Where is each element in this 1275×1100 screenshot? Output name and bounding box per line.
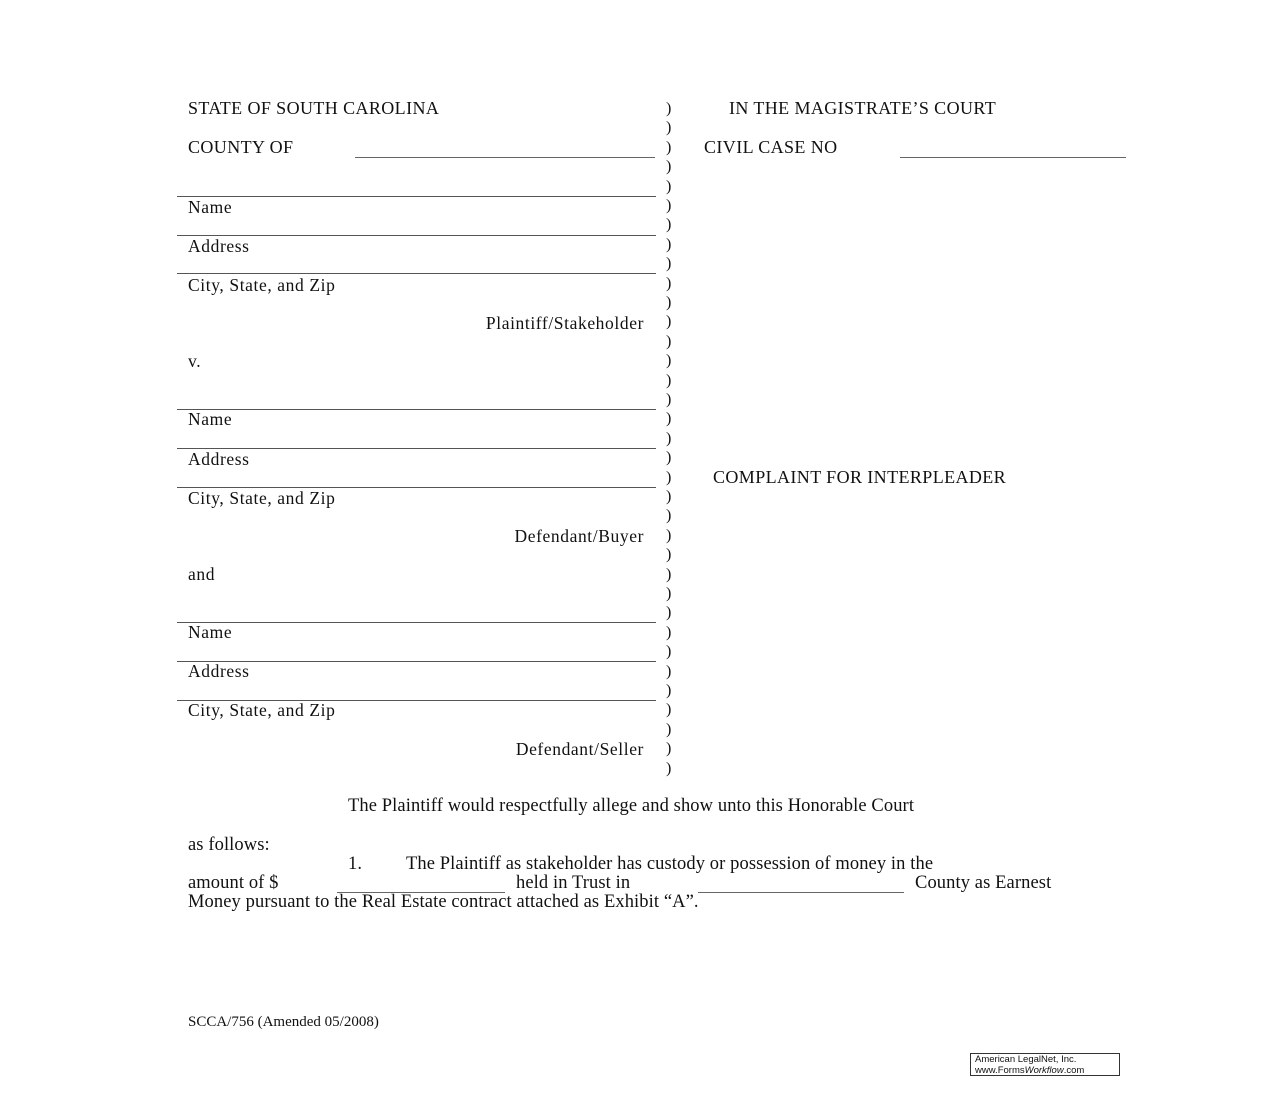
bracket-glyph: ) — [666, 100, 672, 117]
seller-city-label: City, State, and Zip — [188, 700, 336, 720]
amount-label: amount of $ — [188, 873, 279, 893]
bracket-glyph: ) — [666, 255, 672, 273]
bracket-glyph: ) — [666, 643, 672, 661]
document-title: COMPLAINT FOR INTERPLEADER — [713, 467, 1007, 487]
trust-county-field[interactable] — [698, 892, 904, 893]
buyer-role-label: Defendant/Buyer — [514, 526, 644, 546]
vendor-stamp — [970, 1053, 1120, 1076]
buyer-name-label: Name — [188, 409, 233, 429]
paragraph-1-line-1: The Plaintiff as stakeholder has custody or possession of money in the — [406, 854, 934, 874]
bracket-glyph: ) — [666, 274, 672, 292]
vendor-url: www.FormsWorkflow.com — [975, 1064, 1085, 1076]
bracket-glyph: ) — [666, 488, 672, 505]
bracket-glyph: ) — [666, 119, 672, 137]
bracket-glyph: ) — [666, 546, 672, 564]
plaintiff-address-label: Address — [188, 236, 250, 256]
county-label: COUNTY OF — [188, 137, 294, 157]
seller-address-label: Address — [188, 661, 250, 681]
plaintiff-role-label: Plaintiff/Stakeholder — [485, 313, 644, 333]
case-number-field[interactable] — [900, 157, 1126, 158]
bracket-glyph: ) — [666, 216, 672, 234]
bracket-glyph: ) — [666, 740, 672, 758]
bracket-glyph: ) — [666, 371, 672, 389]
county-field[interactable] — [355, 157, 655, 158]
bracket-glyph: ) — [666, 294, 672, 311]
plaintiff-city-field[interactable] — [177, 273, 656, 274]
bracket-glyph: ) — [666, 197, 672, 214]
bracket-glyph: ) — [666, 352, 672, 370]
plaintiff-name-field[interactable] — [177, 196, 656, 197]
buyer-name-field[interactable] — [177, 409, 656, 410]
seller-name-field[interactable] — [177, 622, 656, 623]
bracket-glyph: ) — [666, 604, 672, 622]
bracket-glyph: ) — [666, 507, 672, 525]
bracket-glyph: ) — [666, 468, 672, 486]
held-in-trust-text: held in Trust in — [516, 873, 631, 893]
bracket-glyph: ) — [666, 410, 672, 428]
bracket-glyph: ) — [666, 565, 672, 583]
bracket-glyph: ) — [666, 662, 672, 680]
county-as-earnest-text: County as Earnest — [915, 873, 1052, 893]
as-follows-text: as follows: — [188, 835, 270, 855]
case-number-label: CIVIL CASE NO — [704, 137, 838, 157]
and-label: and — [188, 564, 216, 584]
buyer-city-label: City, State, and Zip — [188, 488, 336, 508]
bracket-glyph: ) — [666, 391, 672, 408]
vendor-name: American LegalNet, Inc. — [975, 1054, 1077, 1065]
plaintiff-name-label: Name — [188, 197, 233, 217]
bracket-glyph: ) — [666, 235, 672, 253]
bracket-glyph: ) — [666, 158, 672, 176]
bracket-glyph: ) — [666, 313, 672, 331]
intro-text: The Plaintiff would respectfully allege and show unto this Honorable Court — [348, 796, 915, 816]
buyer-address-label: Address — [188, 449, 250, 469]
bracket-glyph: ) — [666, 429, 672, 447]
seller-name-label: Name — [188, 622, 233, 642]
form-id: SCCA/756 (Amended 05/2008) — [188, 1014, 379, 1030]
bracket-glyph: ) — [666, 720, 672, 738]
state-heading: STATE OF SOUTH CAROLINA — [188, 98, 440, 118]
plaintiff-city-label: City, State, and Zip — [188, 275, 336, 295]
seller-role-label: Defendant/Seller — [515, 739, 644, 759]
paragraph-1-number: 1. — [348, 854, 363, 874]
bracket-glyph: ) — [666, 526, 672, 544]
bracket-glyph: ) — [666, 449, 672, 467]
bracket-glyph: ) — [666, 138, 672, 156]
versus-label: v. — [188, 351, 202, 371]
bracket-glyph: ) — [666, 759, 672, 777]
bracket-glyph: ) — [666, 585, 672, 602]
bracket-glyph: ) — [666, 701, 672, 719]
bracket-glyph: ) — [666, 177, 672, 195]
bracket-glyph: ) — [666, 332, 672, 350]
bracket-glyph: ) — [666, 623, 672, 641]
court-heading: IN THE MAGISTRATE’S COURT — [729, 98, 997, 118]
paragraph-1-line-3: Money pursuant to the Real Estate contract attached as Exhibit “A”. — [188, 892, 699, 912]
bracket-glyph: ) — [666, 682, 672, 699]
